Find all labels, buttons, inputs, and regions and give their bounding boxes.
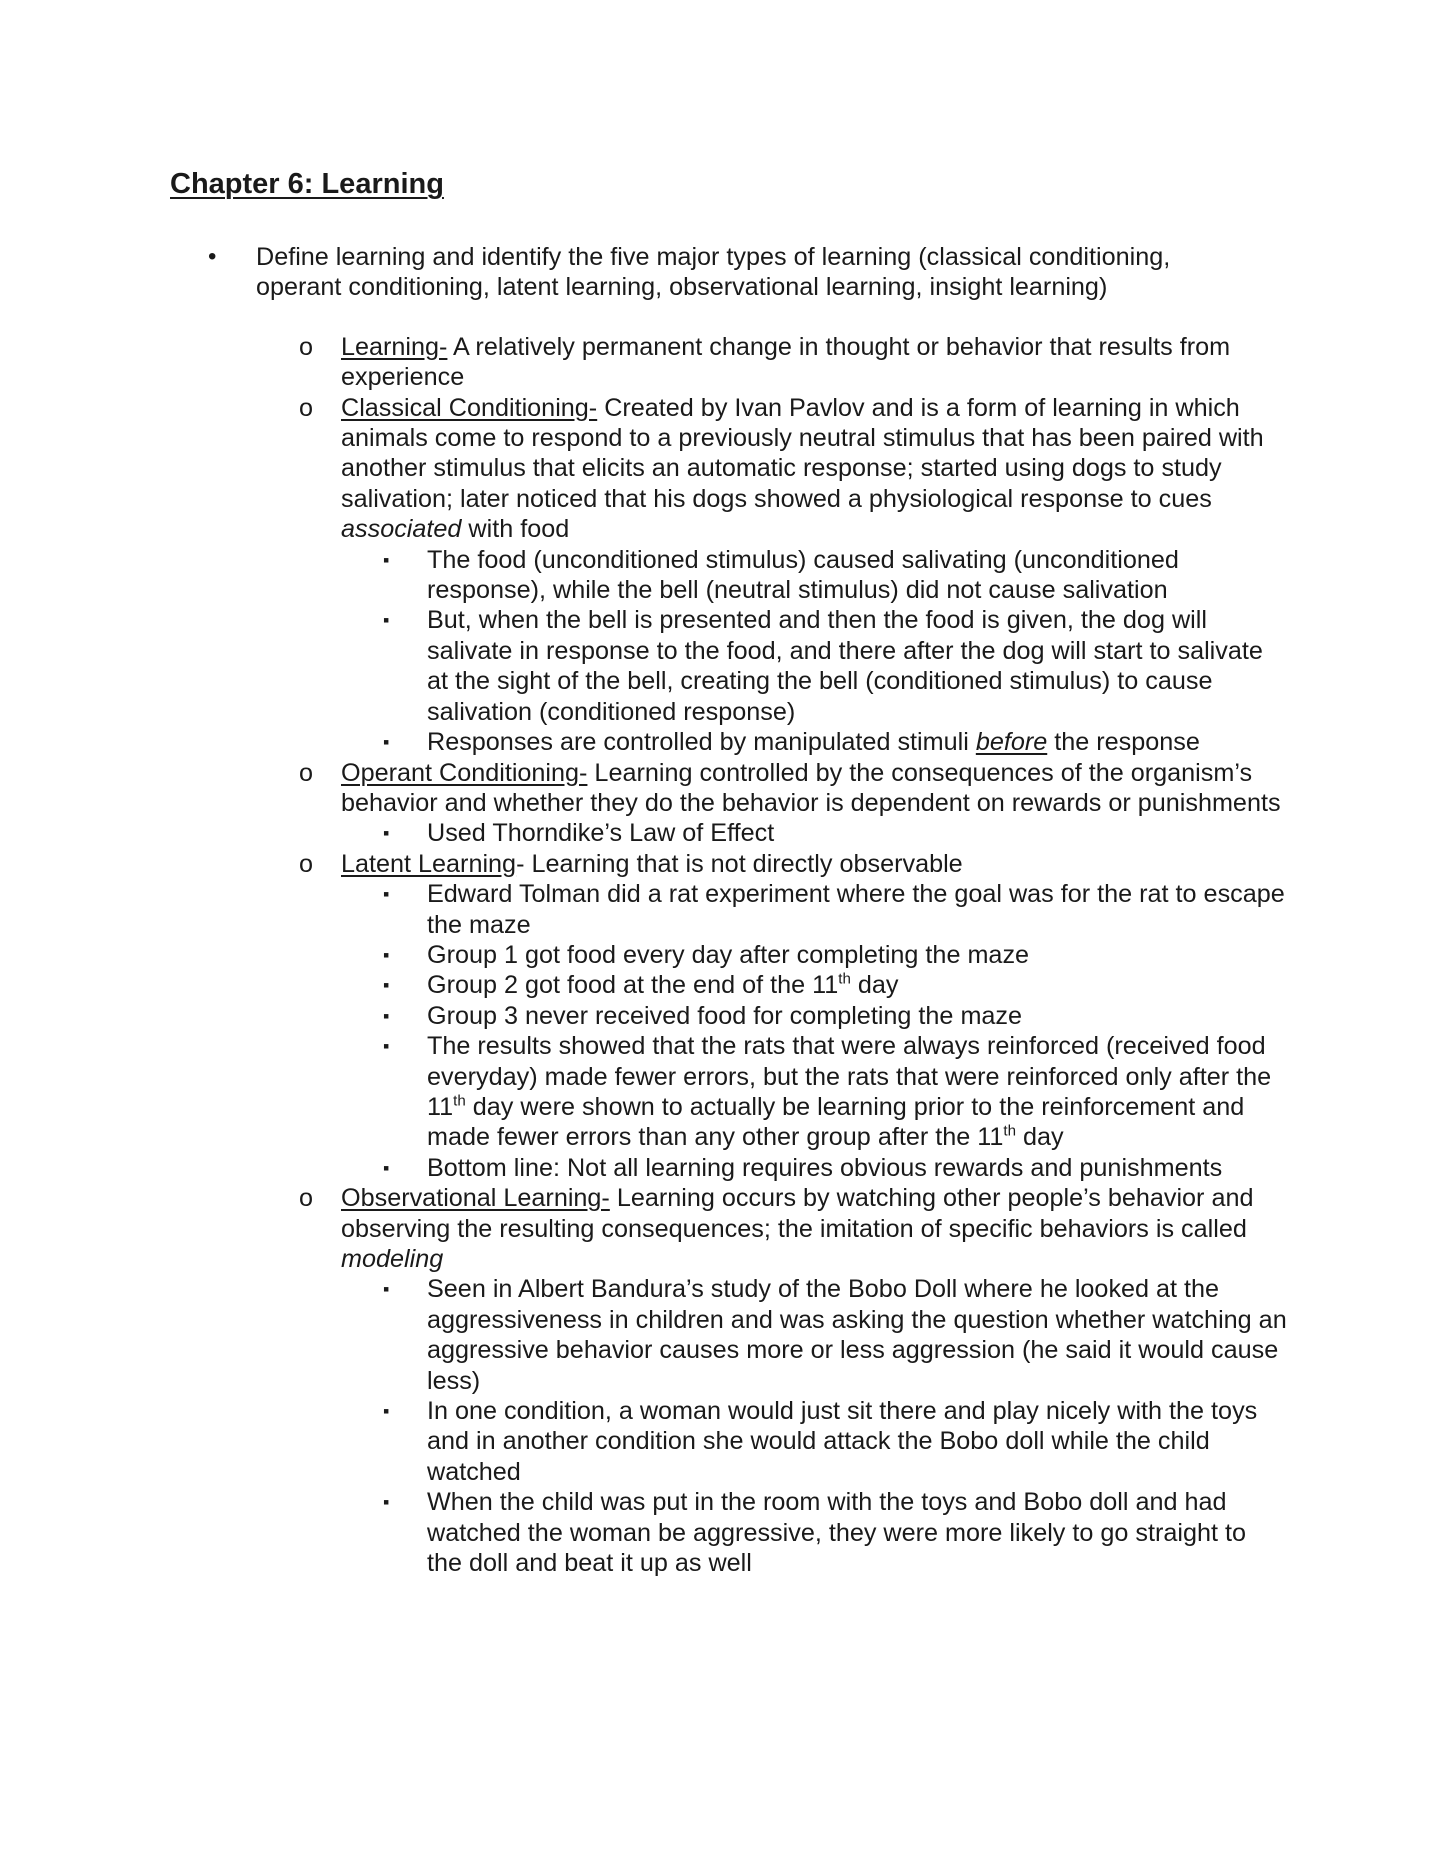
list-item-text: In one condition, a woman would just sit there and play nicely with the toys and in another condition she would attack the Bobo doll while the child watched — [427, 1397, 1258, 1486]
section-marker: o — [299, 758, 314, 787]
list-item — [0, 545, 1287, 606]
italic-emphasis: associated — [341, 515, 462, 544]
list-item — [0, 1001, 1287, 1031]
square-bullet-marker: ▪ — [383, 610, 390, 631]
list-item-text-end: the response — [1047, 728, 1200, 757]
section-term: Classical Conditioning- — [341, 393, 598, 422]
square-bullet-marker: ▪ — [383, 1279, 390, 1300]
square-bullet-marker: ▪ — [383, 549, 390, 570]
square-bullet-marker: ▪ — [383, 1401, 390, 1422]
section-term: Learning- — [341, 332, 448, 361]
list-item-text: Seen in Albert Bandura’s study of the Bobo Doll where he looked at the aggressiveness in children and was asking the question whether watching an aggressive behavior causes more or less aggression (he said it would cause less) — [427, 1275, 1287, 1395]
section-marker: o — [299, 1184, 314, 1213]
list-item-text: The food (unconditioned stimulus) caused salivating (unconditioned response), while the bell (neutral stimulus) did not cause salivation — [427, 545, 1179, 605]
section-definition: Learning occurs by watching other people’s behavior and observing the resulting consequences; the imitation of specific behaviors is called — [341, 1184, 1254, 1243]
section-term: Latent Learning — [341, 849, 517, 878]
list-item — [0, 1487, 1287, 1578]
section-learning — [0, 332, 1281, 393]
list-item-text-middle: day were shown to actually be learning prior to the reinforcement and made fewer errors than any other group after the 11 — [427, 1092, 1245, 1152]
list-item-text: Edward Tolman did a rat experiment where the goal was for the rat to escape the maze — [427, 880, 1285, 939]
page-title: Chapter 6: Learning — [170, 168, 444, 200]
square-bullet-marker: ▪ — [383, 1492, 390, 1513]
square-bullet-marker: ▪ — [383, 975, 390, 996]
section-latent-learning — [0, 849, 1281, 879]
list-item-text-end: day — [1015, 1123, 1064, 1152]
superscript: th — [1003, 1122, 1016, 1140]
list-item — [0, 1396, 1287, 1487]
section-term: Observational Learning- — [341, 1184, 610, 1213]
list-item-text: Group 2 got food at the end of the 11 — [427, 971, 839, 1000]
section-classical-conditioning — [0, 393, 1281, 545]
italic-emphasis: modeling — [341, 1245, 444, 1273]
square-bullet-marker: ▪ — [383, 823, 390, 844]
list-item — [0, 879, 1287, 940]
section-definition: Learning controlled by the consequences of the organism’s behavior and whether they do the behavior is dependent on rewards or punishments — [341, 758, 1281, 817]
square-bullet-marker: ▪ — [383, 944, 390, 965]
list-item — [0, 1274, 1287, 1396]
list-item-text: Responses are controlled by manipulated stimuli — [427, 728, 976, 757]
list-item-text: Group 1 got food every day after completing the maze — [427, 940, 1030, 969]
list-item — [0, 818, 1287, 848]
section-observational-learning — [0, 1183, 1281, 1274]
superscript: th — [453, 1092, 466, 1110]
notes-body — [0, 242, 1456, 1578]
list-item-text: Bottom line: Not all learning requires obvious rewards and punishments — [427, 1153, 1223, 1182]
section-marker: o — [299, 849, 314, 878]
list-item — [0, 1153, 1287, 1183]
bullet-marker: • — [208, 243, 217, 270]
section-definition-end: with food — [461, 515, 570, 544]
section-marker: o — [299, 332, 314, 361]
list-item-text: But, when the bell is presented and then the food is given, the dog will salivate in response to the food, and there after the dog will start to salivate at the sight of the bell, creating the bell (conditioned stimulus) to cause salivation (conditioned response) — [427, 606, 1263, 726]
list-item-text: Group 3 never received food for completing the maze — [427, 1001, 1023, 1030]
list-item-text: The results showed that the rats that were always reinforced (received food everyday) made fewer errors, but the rats that were reinforced only after the 11 — [427, 1032, 1272, 1121]
list-item — [0, 1031, 1287, 1153]
section-term: Operant Conditioning- — [341, 758, 588, 787]
list-item — [0, 970, 1287, 1000]
list-item-text-end: day — [850, 971, 899, 1000]
list-item-text: Used Thorndike’s Law of Effect — [427, 819, 775, 848]
learning-objective — [0, 242, 1256, 303]
list-item — [0, 727, 1287, 757]
section-operant-conditioning — [0, 758, 1281, 819]
superscript: th — [838, 970, 851, 988]
square-bullet-marker: ▪ — [383, 1036, 390, 1057]
square-bullet-marker: ▪ — [383, 732, 390, 753]
square-bullet-marker: ▪ — [383, 884, 390, 905]
section-definition: - Learning that is not directly observable — [516, 849, 963, 878]
list-item — [0, 940, 1287, 970]
section-definition: Created by Ivan Pavlov and is a form of learning in which animals come to respond to a previously neutral stimulus that has been paired with another stimulus that elicits an automatic response; started using dogs to study salivation; later noticed that his dogs showed a physiological response to cues — [341, 393, 1264, 513]
list-item — [0, 605, 1287, 727]
section-marker: o — [299, 393, 314, 422]
square-bullet-marker: ▪ — [383, 1157, 390, 1178]
section-definition: A relatively permanent change in thought or behavior that results from experience — [341, 332, 1231, 392]
square-bullet-marker: ▪ — [383, 1005, 390, 1026]
objective-text: Define learning and identify the five major types of learning (classical conditioning, operant conditioning, latent learning, observational learning, insight learning) — [256, 243, 1171, 302]
list-item-text: When the child was put in the room with the toys and Bobo doll and had watched the woman be aggressive, they were more likely to go straight to the doll and beat it up as well — [427, 1488, 1247, 1578]
italic-emphasis: before — [975, 728, 1048, 757]
